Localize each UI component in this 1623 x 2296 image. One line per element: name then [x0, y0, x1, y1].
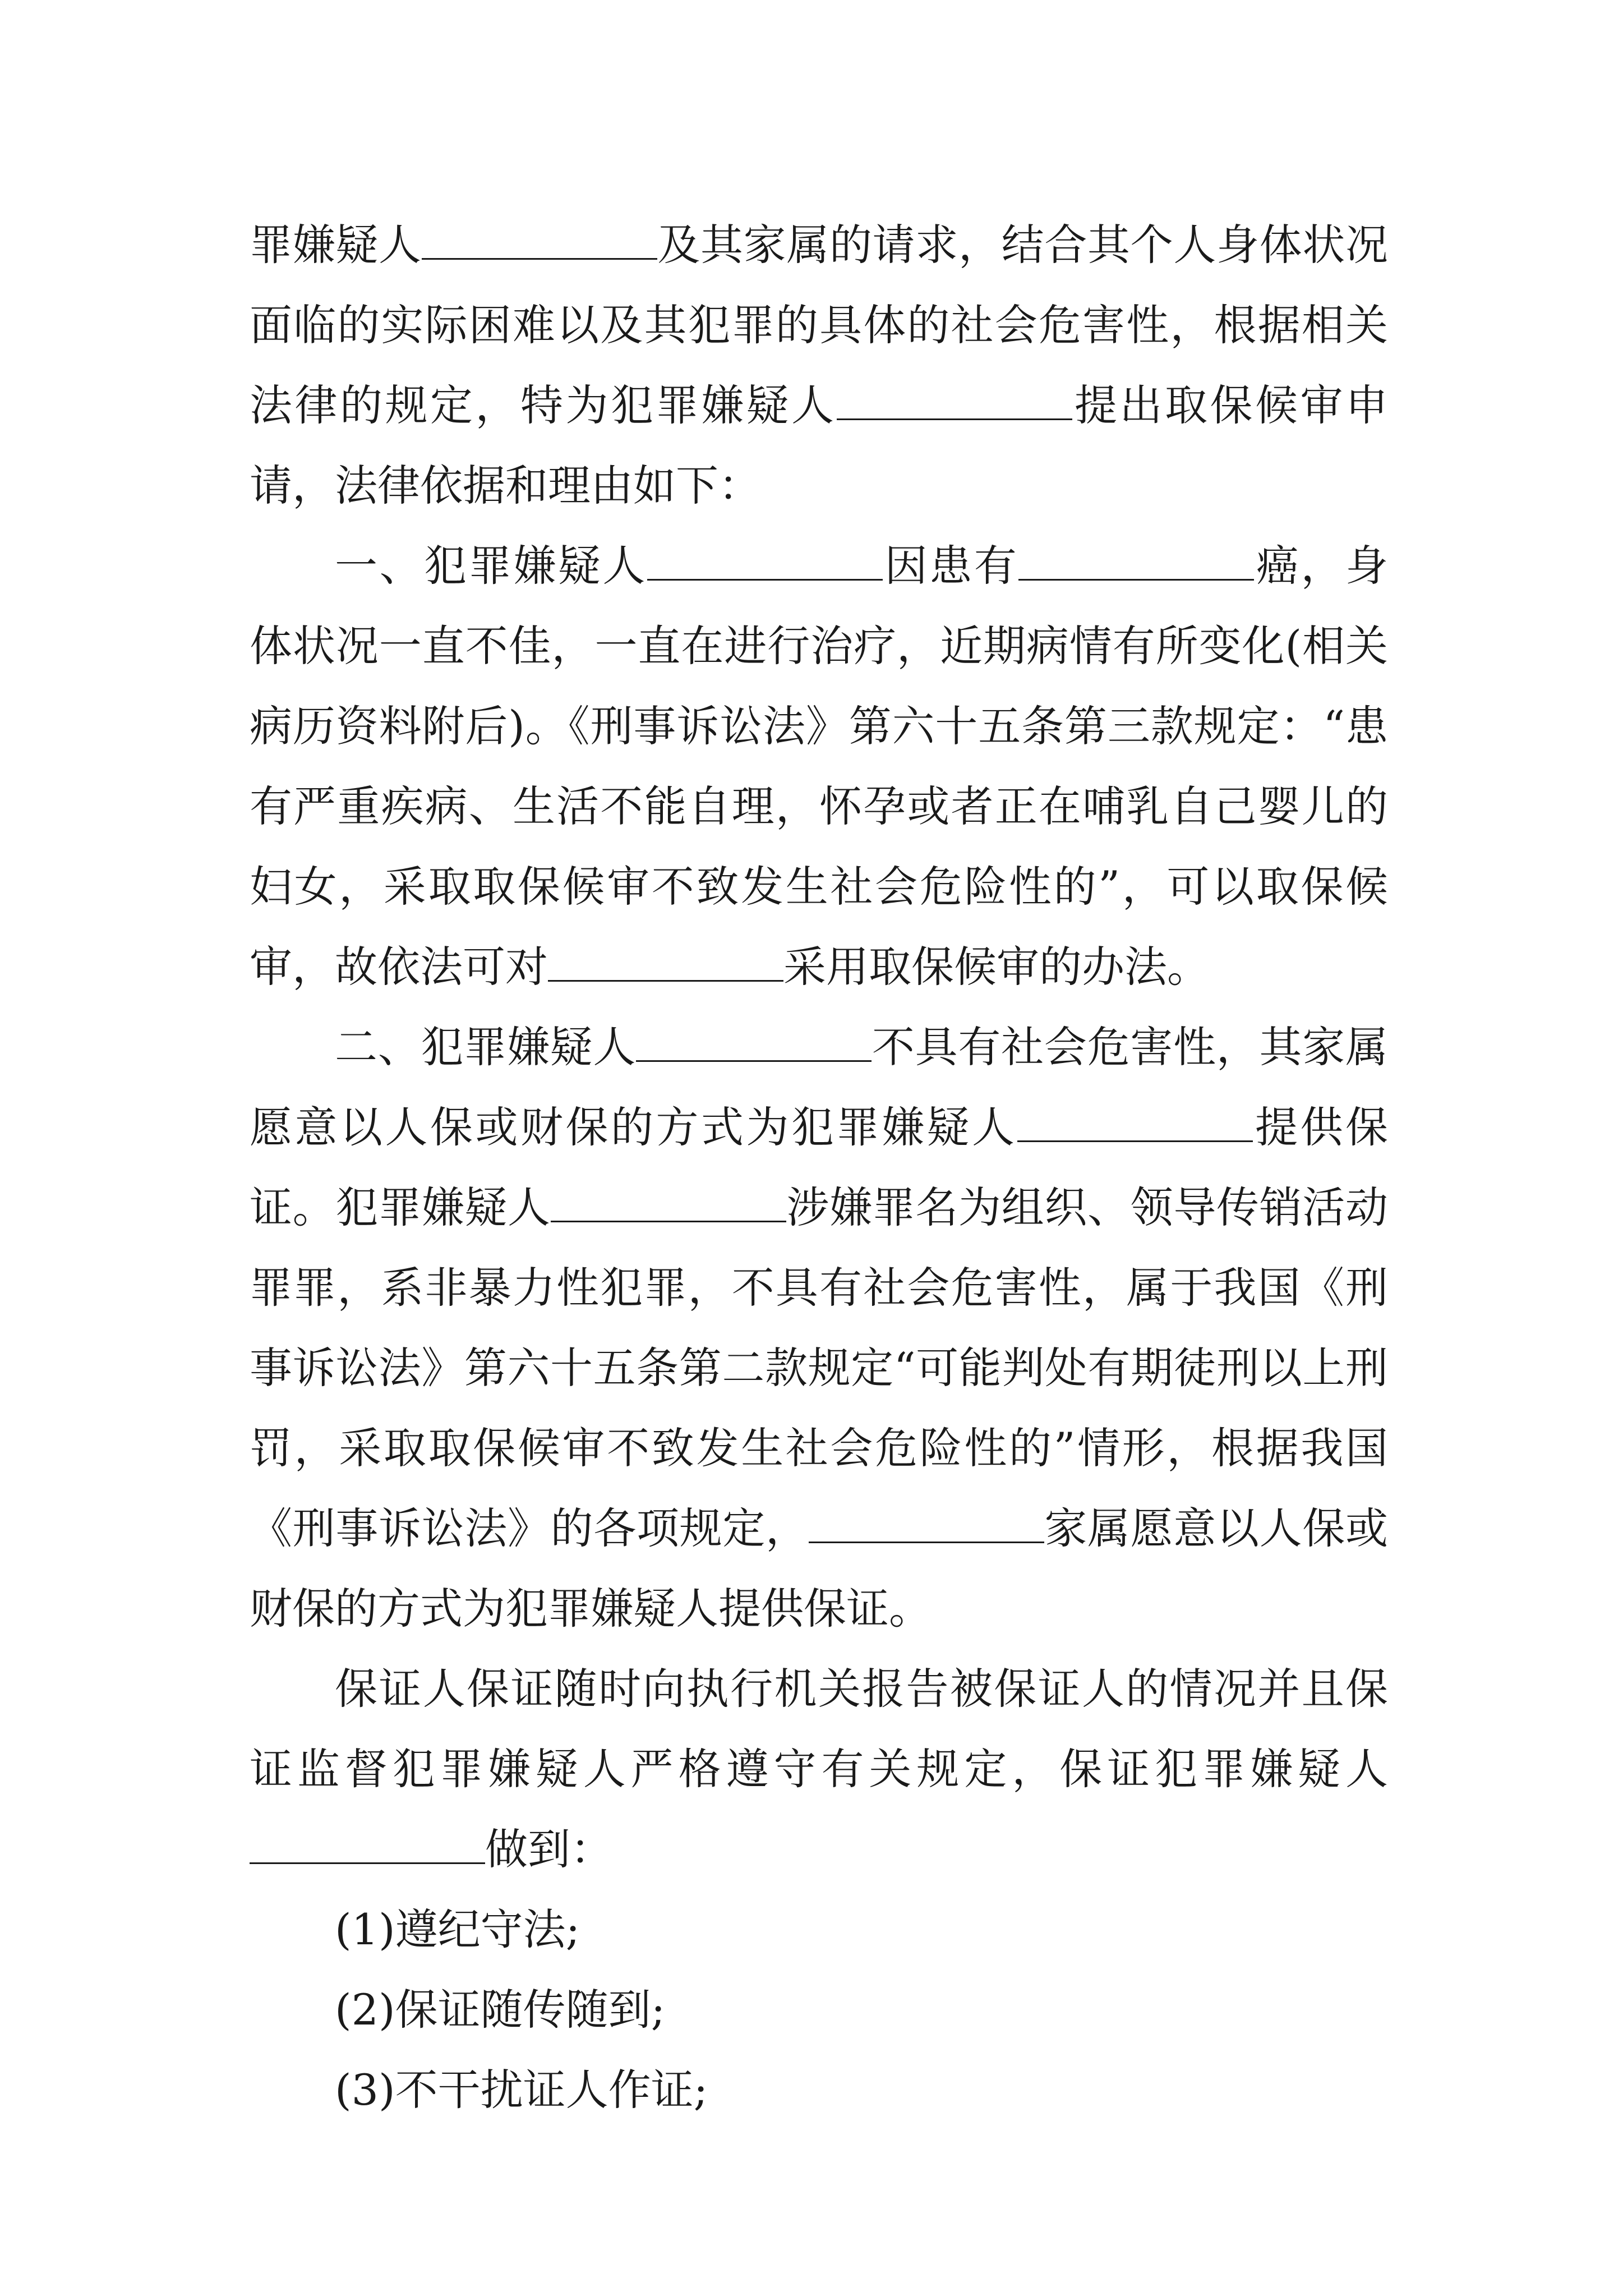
- text-segment: 做到：: [485, 1824, 613, 1874]
- document-page: [250, 205, 1388, 2130]
- text-segment: 涉嫌罪名为组织、领导传销活动罪罪，系非暴力性犯罪，不具有社会危害性，属于我国《刑事诉讼法》第六十五条第二款规定“可能判处有期徒刑以上刑罚，采取取保候审不致发生社会危险性的”情形，根据我国《刑事诉讼法》的各项规定，: [250, 1182, 1389, 1553]
- paragraph-guarantee: [250, 1649, 1388, 1889]
- paragraph-request: [250, 205, 1388, 526]
- text-segment: 不具有社会危害性，其家属愿意以人保或财保的方式为犯罪嫌疑人: [250, 1022, 1389, 1152]
- list-item: (3)不干扰证人作证;: [335, 2065, 708, 2115]
- text-segment: 家属愿意以人保或财保的方式为犯罪嫌疑人提供保证。: [250, 1503, 1389, 1634]
- blank-field: [809, 1519, 1044, 1543]
- text-segment: 因患有: [883, 541, 1019, 591]
- text-segment: 提出取保候审申请，法律依据和理由如下：: [250, 380, 1388, 510]
- text-segment: 采用取保候审的办法。: [783, 942, 1210, 992]
- blank-field: [422, 236, 657, 260]
- text-segment: 一、犯罪嫌疑人: [335, 541, 647, 591]
- blank-field: [647, 556, 883, 581]
- blank-field: [837, 396, 1072, 420]
- text-segment: 二、犯罪嫌疑人: [335, 1022, 637, 1072]
- list-item: (2)保证随传随到;: [335, 1985, 666, 2035]
- blank-field: [636, 1038, 872, 1062]
- blank-field: [551, 1198, 786, 1222]
- list-item: (1)遵纪守法;: [335, 1904, 580, 1954]
- text-segment: 罪嫌疑人: [250, 220, 422, 270]
- blank-field: [250, 1840, 485, 1864]
- blank-field: [548, 958, 783, 982]
- text-segment: 提供保证。犯罪嫌疑人: [250, 1102, 1388, 1232]
- blank-field: [1018, 556, 1254, 581]
- blank-field: [1017, 1118, 1253, 1142]
- text-segment: 癌，身体状况一直不佳，一直在进行治疗，近期病情有所变化(相关病历资料附后)。《刑事诉讼法》第六十五条第三款规定：“患有严重疾病、生活不能自理，怀孕或者正在哺乳自己婴儿的妇女，采取取保候审不致发生社会危险性的”，可以取保候审，故依法可对: [250, 541, 1389, 992]
- text-segment: 及其家属的请求，结合其个人身体状况面临的实际困难以及其犯罪的具体的社会危害性，根据相关法律的规定，特为犯罪嫌疑人: [250, 220, 1389, 430]
- paragraph-reason-two: [250, 1007, 1388, 1649]
- paragraph-reason-one: [250, 526, 1388, 1007]
- text-segment: 保证人保证随时向执行机关报告被保证人的情况并且保证监督犯罪嫌疑人严格遵守有关规定，保证犯罪嫌疑人: [250, 1664, 1388, 1794]
